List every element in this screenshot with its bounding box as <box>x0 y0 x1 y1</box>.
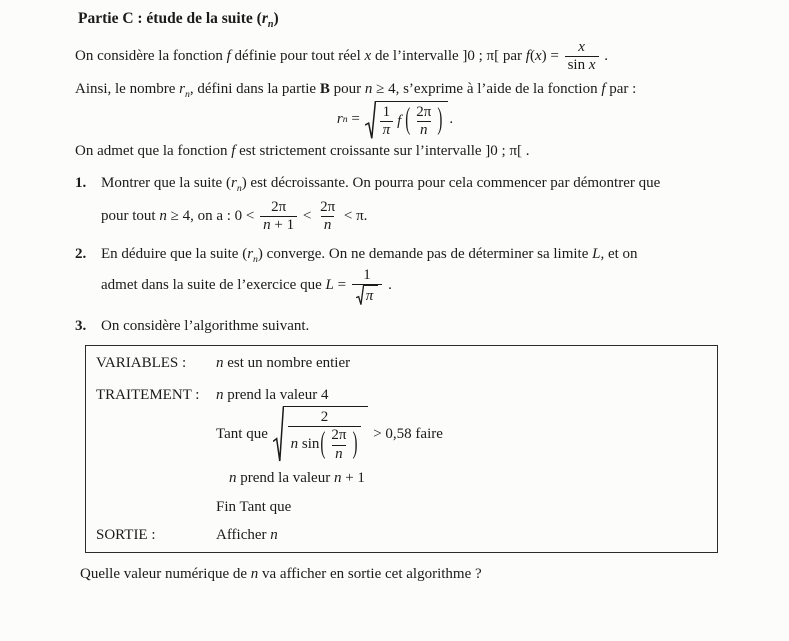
var-r: r <box>247 245 254 262</box>
text-run: Tant que <box>216 425 272 442</box>
left-paren: ( <box>320 427 326 461</box>
fraction-numerator: x <box>578 39 585 55</box>
final-question <box>80 566 771 583</box>
text-run: ) = <box>541 48 563 65</box>
sortie-label: SORTIE : <box>96 526 156 543</box>
list-item-1 <box>75 175 771 192</box>
fraction-2pi-over-n1 <box>260 199 297 235</box>
sin-label: sin <box>298 436 320 453</box>
traitement-value <box>216 387 328 404</box>
algo-increment-line <box>229 470 717 487</box>
right-paren: ) <box>352 427 358 461</box>
var-f: f <box>601 80 606 97</box>
var-r: r <box>230 175 237 191</box>
radical-sign <box>273 406 284 463</box>
title-text: Partie C : étude de la suite ( <box>78 10 262 27</box>
var-x: x <box>364 48 372 65</box>
radicand <box>283 406 369 463</box>
var-x: x <box>534 48 542 65</box>
fraction-denominator: n <box>321 216 335 234</box>
var-r: r <box>336 111 343 128</box>
var-L: L <box>592 245 601 262</box>
traitement-label: TRAITEMENT : <box>96 387 200 403</box>
text-run: Afficher <box>216 526 271 543</box>
text-run: > 0,58 faire <box>369 425 443 442</box>
list-item-2-line2 <box>101 267 771 306</box>
sub-n: n <box>253 253 258 265</box>
text-run: est strictement croissante sur l’intervalle ]0 ; π[ . <box>235 143 530 159</box>
var-n: n <box>250 565 259 582</box>
sortie-value <box>216 527 278 544</box>
var-L: L <box>325 277 334 294</box>
text-run: ) est décroissante. On pourra pour cela commencer par démontrer que <box>241 175 661 191</box>
var-n: n <box>290 436 299 453</box>
text-run: pour <box>329 80 365 97</box>
text-run: pour tout <box>101 208 160 225</box>
period: . <box>449 111 454 128</box>
item-text: On considère l’algorithme suivant. <box>101 318 310 334</box>
text-run: ( <box>529 48 535 65</box>
list-item-1-line2 <box>101 199 771 235</box>
var-f: f <box>231 143 236 159</box>
algo-row-traitement <box>96 387 717 404</box>
fraction-denominator <box>352 284 383 305</box>
period: . <box>384 277 392 294</box>
radicand <box>375 101 449 140</box>
fraction-denominator <box>288 426 362 463</box>
item-number: 2. <box>75 245 87 262</box>
intro-paragraph <box>75 39 771 75</box>
text-run: Montrer que la suite ( <box>101 175 231 191</box>
variables-value <box>216 355 350 372</box>
fraction-1-over-pi <box>380 104 394 140</box>
equals-sign: = <box>347 111 364 128</box>
fraction-denominator: n <box>417 121 431 139</box>
text-run: En déduire que la suite ( <box>101 245 248 262</box>
fraction-numerator: 2π <box>271 199 287 215</box>
list-item-2 <box>75 246 771 263</box>
text-run: + 1 <box>270 217 295 234</box>
var-n: n <box>159 208 167 225</box>
item-number: 1. <box>75 175 87 191</box>
fraction-1-over-sqrtpi <box>352 267 383 306</box>
sub-n: n <box>185 88 190 100</box>
fraction-numerator: 2π <box>331 427 347 444</box>
var-n: n <box>216 387 224 403</box>
title-sub-n: n <box>267 19 274 31</box>
var-x: x <box>588 57 596 74</box>
fraction-x-over-sinx <box>565 39 599 75</box>
var-f: f <box>226 48 231 65</box>
square-root <box>365 101 449 140</box>
text-run: Ainsi, le nombre <box>75 80 180 97</box>
fraction-numerator: 2 <box>320 409 329 425</box>
radical-sign <box>356 285 364 305</box>
algo-end-while-line: Fin Tant que <box>216 498 292 515</box>
item-text <box>101 175 660 192</box>
text-run: ≥ 4, s’exprime à l’aide de la fonction <box>372 80 602 97</box>
fraction-numerator: 2π <box>320 199 336 215</box>
text-run: On considère la fonction <box>75 48 227 65</box>
square-root <box>356 285 379 305</box>
var-n: n <box>216 355 224 371</box>
var-f: f <box>525 48 530 65</box>
text-run: sin <box>567 57 589 74</box>
fraction-numerator: 1 <box>363 266 371 283</box>
text-run: ≥ 4, on a : 0 < <box>166 208 259 225</box>
fraction-2pi-over-n <box>328 427 349 463</box>
right-paren: ) <box>437 103 443 137</box>
text-run: est un nombre entier <box>223 355 351 371</box>
equals-sign: = <box>333 277 350 294</box>
var-n: n <box>364 80 373 97</box>
text-run: , défini dans la partie <box>189 80 320 97</box>
math-row: r n = $\frac{1}{\pi}$ f ( $\frac{2\pi}{n}$ ) . <box>337 101 453 140</box>
text-run: de l’intervalle ]0 ; π[ par <box>371 48 526 65</box>
text-run: + 1 <box>341 469 365 486</box>
square-root <box>273 406 369 463</box>
left-paren: ( <box>405 103 411 137</box>
fraction-denominator <box>565 56 599 74</box>
item-number: 3. <box>75 318 87 334</box>
radicand: π <box>363 285 379 305</box>
less-than: < <box>299 208 316 225</box>
paragraph-rn-definition <box>75 81 771 98</box>
text-run: prend la valeur <box>236 469 334 486</box>
text-run: prend la valeur 4 <box>223 387 329 403</box>
formula-rn <box>75 101 715 140</box>
text-run: par : <box>605 80 637 97</box>
text-run: ) converge. On ne demande pas de déterminer sa limite <box>257 245 593 262</box>
text-run: , et on <box>600 245 638 262</box>
text-run: . <box>600 48 609 65</box>
fraction-2-over-nsin <box>288 409 362 463</box>
algo-row-variables <box>96 355 717 372</box>
part-b-ref: B <box>319 80 330 97</box>
page-title <box>78 10 771 31</box>
fraction-2pi-over-n <box>317 199 338 235</box>
fraction-denominator: π <box>380 121 394 139</box>
title-var-r: r <box>261 10 268 27</box>
text-run: définie pour tout réel <box>230 48 365 65</box>
var-r: r <box>179 80 185 97</box>
text-run: admet dans la suite de l’exercice que <box>101 277 326 294</box>
algo-while-condition <box>216 406 717 463</box>
fraction-denominator: n <box>332 445 346 463</box>
variables-label: VARIABLES : <box>96 355 187 371</box>
var-n: n <box>229 469 237 486</box>
list-item-3 <box>75 318 771 335</box>
fraction-2pi-over-n <box>413 104 434 140</box>
text-run: < π. <box>340 208 368 225</box>
var-n: n <box>270 526 278 543</box>
var-n: n <box>263 217 271 234</box>
algorithm-box <box>85 345 718 553</box>
title-close: ) <box>273 10 279 27</box>
sub-n: n <box>236 183 242 194</box>
fraction-denominator <box>260 216 297 234</box>
item-text <box>101 246 638 263</box>
text-run: va afficher en sortie cet algorithme ? <box>258 565 482 582</box>
text-run: On admet que la fonction <box>75 143 232 159</box>
paragraph-croissante <box>75 143 771 160</box>
var-n: n <box>333 469 342 486</box>
fraction-numerator: 1 <box>382 103 391 120</box>
fraction-numerator: 2π <box>416 103 432 120</box>
algo-row-sortie <box>96 527 717 544</box>
text-run: Quelle valeur numérique de <box>80 565 251 582</box>
radical-sign <box>365 101 376 140</box>
var-f: f <box>397 112 402 129</box>
